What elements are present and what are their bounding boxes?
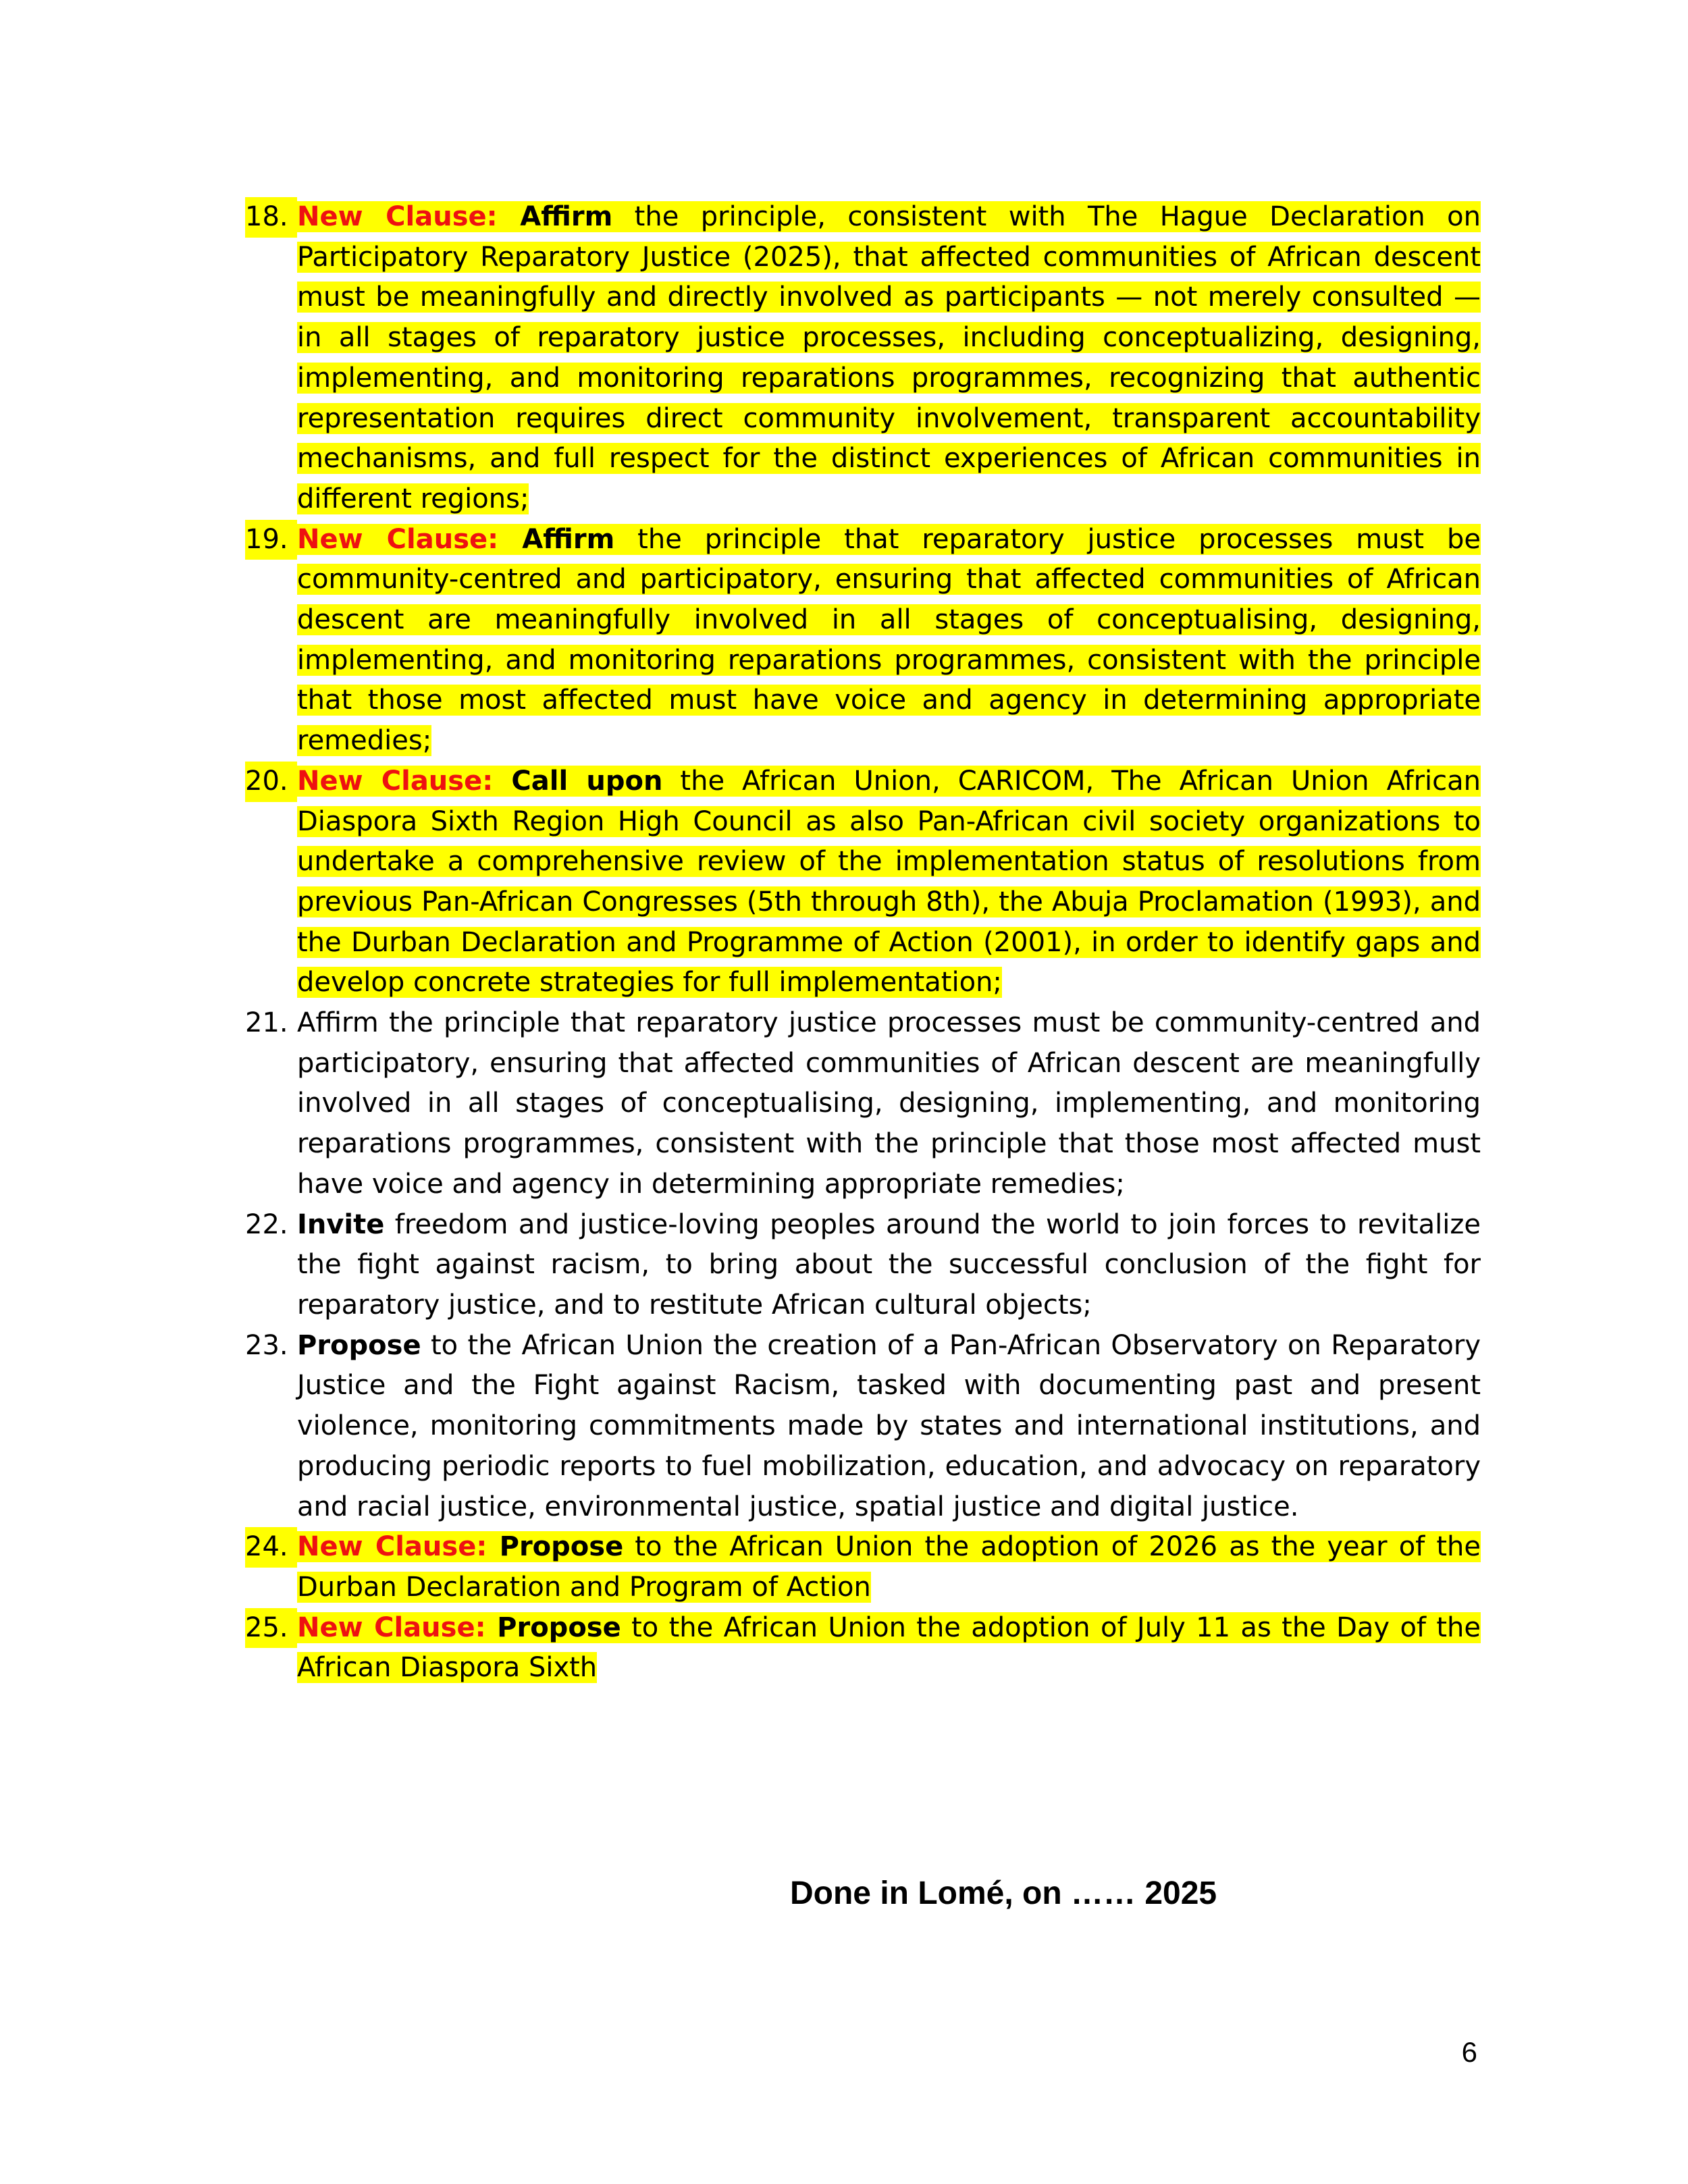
clause-text: to the African Union the creation of a Pan-African Observatory on Reparatory Justice and the Fight against Racism, tasked with documenting past and present violence, monitoring commitments made by states and international institutions, and producing periodic reports to fuel mobilization, education, and advocacy on reparatory and racial justice, environmental justice, spatial justice and digital justice. <box>297 1329 1481 1522</box>
page-number: 6 <box>1461 2036 1477 2068</box>
clause-text: the principle, consistent with The Hague Declaration on Participatory Reparatory Justice (2025), that affected communities of African descent must be meaningfully and directly involved as participants — not merely consulted — in all stages of reparatory justice processes, including conceptualizing, designing, implementing, and monitoring reparations programmes, recognizing that authentic representation requires direct community involvement, transparent accountability mechanisms, and full respect for the distinct experiences of African communities in different regions; <box>297 201 1481 514</box>
clause-verb: Affirm <box>522 523 615 555</box>
new-clause-tag: New Clause: <box>297 1531 500 1563</box>
clause-number: 21. <box>245 1007 288 1039</box>
clause-item <box>245 520 1481 762</box>
clause-number: 25. <box>245 1608 297 1649</box>
clause-body <box>297 1205 1481 1326</box>
clause-item <box>245 1205 1481 1326</box>
clause-verb: Affirm <box>520 201 613 232</box>
clause-body <box>297 197 1481 520</box>
clause-text: to the African Union the adoption of 2026 as the year of the Durban Declaration and Program of Action <box>297 1531 1481 1603</box>
new-clause-tag: New Clause: <box>297 201 521 232</box>
clause-verb: Propose <box>499 1531 624 1563</box>
clause-item <box>245 1326 1481 1528</box>
clause-item <box>245 1608 1481 1688</box>
clause-body <box>297 762 1481 1003</box>
clause-number: 24. <box>245 1527 297 1568</box>
clause-body <box>297 1003 1481 1205</box>
clause-text: Affirm the principle that reparatory justice processes must be community-centred and participatory, ensuring that affected communities of African descent are meaningfully involved in all stages of conceptualising, designing, implementing, and monitoring reparations programmes, consistent with the principle that those most affected must have voice and agency in determining appropriate remedies; <box>297 1007 1481 1200</box>
clause-text: the principle that reparatory justice processes must be community-centred and participatory, ensuring that affected communities of African descent are meaningfully involved in all stages of conceptualising, designing, implementing, and monitoring reparations programmes, consistent with the principle that those most affected must have voice and agency in determining appropriate remedies; <box>297 523 1481 757</box>
clause-number: 18. <box>245 197 297 238</box>
clause-text: to the African Union the adoption of July 11 as the Day of the African Diaspora Sixth <box>297 1612 1481 1684</box>
clause-verb: Propose <box>297 1329 421 1361</box>
clause-number: 20. <box>245 762 297 802</box>
clause-body <box>297 1608 1481 1688</box>
clause-body <box>297 1527 1481 1607</box>
clause-text: the African Union, CARICOM, The African Union African Diaspora Sixth Region High Council as also Pan-African civil society organizations to undertake a comprehensive review of the implementation status of resolutions from previous Pan-African Congresses (5th through 8th), the Abuja Proclamation (1993), and the Durban Declaration and Programme of Action (2001), in order to identify gaps and develop concrete strategies for full implementation; <box>297 765 1481 998</box>
new-clause-tag: New Clause: <box>297 523 523 555</box>
clause-number: 19. <box>245 520 297 560</box>
clause-verb: Propose <box>497 1612 621 1643</box>
clause-verb: Call upon <box>511 765 663 797</box>
signoff-line: Done in Lomé, on …… 2025 <box>790 1875 1217 1911</box>
new-clause-tag: New Clause: <box>297 1612 498 1643</box>
clause-number: 22. <box>245 1208 288 1240</box>
clause-body <box>297 1326 1481 1528</box>
clause-number: 23. <box>245 1329 288 1361</box>
clause-text: freedom and justice-loving peoples around the world to join forces to revitalize the fight against racism, to bring about the successful conclusion of the fight for reparatory justice, and to restitute African cultural objects; <box>297 1208 1481 1321</box>
clause-body <box>297 520 1481 762</box>
clause-item <box>245 1527 1481 1607</box>
clause-item <box>245 1003 1481 1205</box>
new-clause-tag: New Clause: <box>297 765 512 797</box>
clause-item <box>245 762 1481 1003</box>
clause-verb: Invite <box>297 1208 385 1240</box>
clause-list <box>245 197 1481 1688</box>
clause-item <box>245 197 1481 520</box>
